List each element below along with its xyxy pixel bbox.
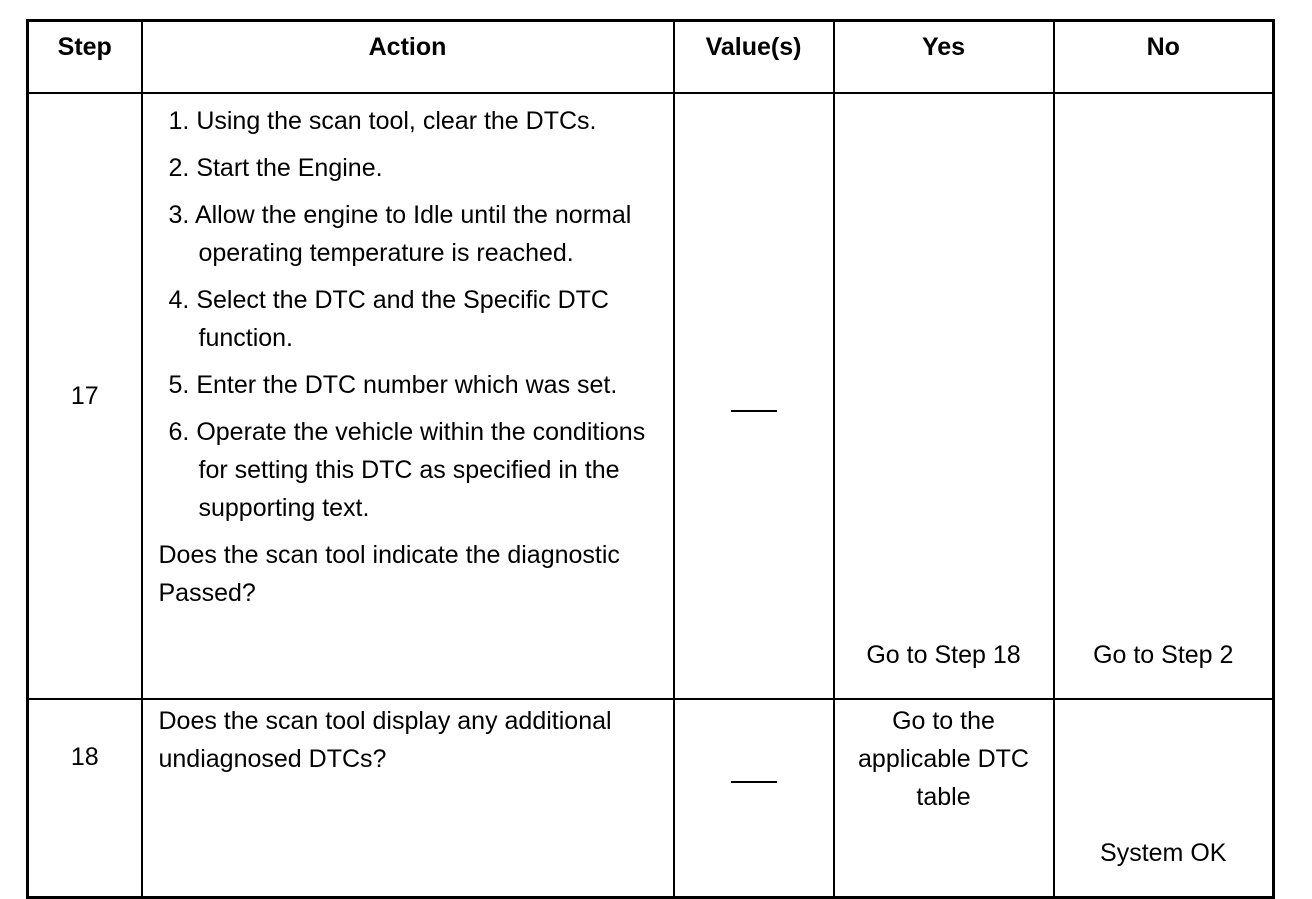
header-yes: Yes — [834, 21, 1054, 94]
step-number: 17 — [28, 93, 142, 699]
action-item: 6. Operate the vehicle within the conditions for setting this DTC as specified in the supporting text. — [168, 418, 646, 522]
value-cell — [674, 699, 834, 898]
table-row — [28, 93, 1274, 699]
action-cell — [142, 699, 674, 898]
action-cell — [142, 93, 674, 699]
action-item: 4. Select the DTC and the Specific DTC function. — [168, 286, 609, 352]
no-outcome: System OK — [1054, 699, 1274, 898]
header-values: Value(s) — [674, 21, 834, 94]
empty-value-dash — [731, 781, 777, 783]
action-question: Does the scan tool indicate the diagnostic Passed? — [158, 541, 620, 607]
header-row — [28, 21, 1274, 94]
step-number: 18 — [28, 699, 142, 898]
table-row — [28, 699, 1274, 898]
action-item: 3. Allow the engine to Idle until the normal operating temperature is reached. — [168, 201, 632, 267]
action-question: Does the scan tool display any additional undiagnosed DTCs? — [158, 707, 612, 773]
yes-outcome: Go to the applicable DTC table — [834, 699, 1054, 898]
action-item: 5. Enter the DTC number which was set. — [168, 371, 618, 399]
action-item: 2. Start the Engine. — [168, 154, 383, 182]
header-step: Step — [28, 21, 142, 94]
empty-value-dash — [731, 410, 777, 412]
no-outcome: Go to Step 2 — [1054, 93, 1274, 699]
header-action: Action — [142, 21, 674, 94]
value-cell — [674, 93, 834, 699]
action-list — [159, 102, 659, 527]
yes-outcome: Go to Step 18 — [834, 93, 1054, 699]
header-no: No — [1054, 21, 1274, 94]
diagnostic-table — [26, 19, 1275, 899]
action-item: 1. Using the scan tool, clear the DTCs. — [168, 107, 597, 135]
